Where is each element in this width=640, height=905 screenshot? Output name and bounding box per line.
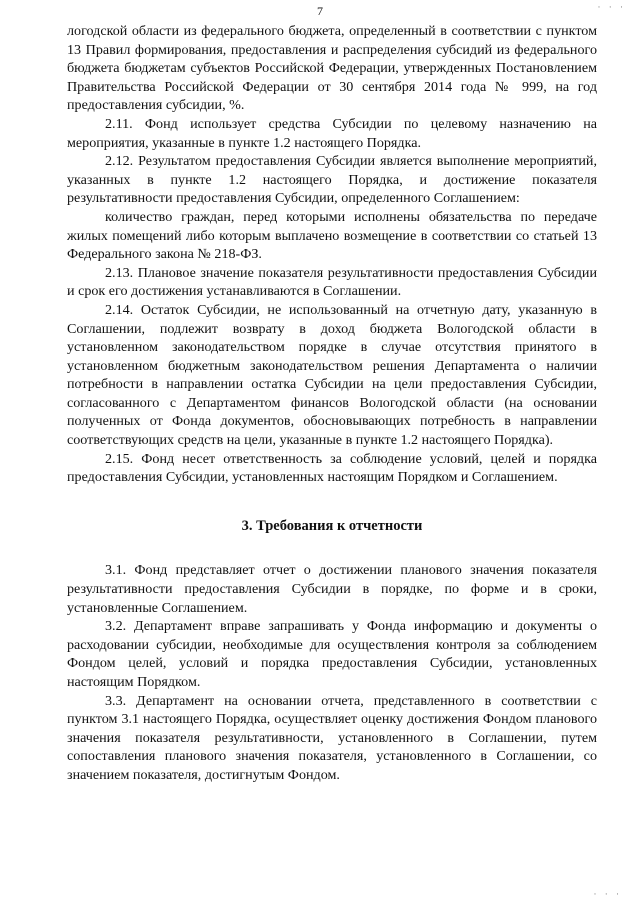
page-number: 7 bbox=[317, 4, 323, 18]
paragraph-2-15: 2.15. Фонд несет ответственность за соблюдение условий, целей и порядка предоставления Субсидии, установленных настоящим Порядком и Соглашением. bbox=[67, 450, 597, 486]
paragraph-2-12: 2.12. Результатом предоставления Субсидии является выполнение мероприятий, указанных в пункте 1.2 настоящего Порядка, и достижение показателя результативности предоставления Субсидии, определенного Соглашением: bbox=[67, 153, 597, 207]
paragraph-2-13: 2.13. Плановое значение показателя результативности предоставления Субсидии и срок его достижения устанавливаются в Соглашении. bbox=[67, 264, 597, 300]
document-body bbox=[67, 22, 597, 785]
scan-mark-top: · · · bbox=[597, 2, 626, 12]
paragraph-3-2: 3.2. Департамент вправе запрашивать у Фонда информацию и документы о расходовании субсидии, необходимые для осуществления контроля за соблюдением Фондом целей, условий и порядка предоставления Субсидии, установленных настоящим Порядком. bbox=[67, 618, 597, 690]
paragraph-3-3: 3.3. Департамент на основании отчета, представленного в соответствии с пунктом 3.1 настоящего Порядка, осуществляет оценку достижения Фондом планового значения показателя результативности, установленного в Соглашении, путем сопоставления планового значения показателя, установленного в Соглашении, со значением показателя, достигнутым Фондом. bbox=[67, 692, 597, 783]
paragraph-3-1: 3.1. Фонд представляет отчет о достижении планового значения показателя результативности предоставления Субсидии в порядке, по форме и в сроки, установленные Соглашением. bbox=[67, 562, 597, 616]
paragraph-2-12-indicator: количество граждан, перед которыми исполнены обязательства по передаче жилых помещений либо которым выплачено возмещение в соответствии со статьей 13 Федерального закона № 218-ФЗ. bbox=[67, 208, 597, 263]
paragraph-continuation: логодской области из федерального бюджета, определенный в соответствии с пунктом 13 Правил формирования, предоставления и распределения субсидий из федерального бюджета бюджетам субъектов Российской Федерации, утвержденных Постановлением Правительства Российской Федерации от 30 сентября 2014 года № 999, на год предоставления субсидии, %. bbox=[67, 23, 597, 114]
paragraph-2-14: 2.14. Остаток Субсидии, не использованный на отчетную дату, указанную в Соглашении, подлежит возврату в доход бюджета Вологодской области в установленном законодательством порядке в случае отсутствия принятого в установленном бюджетным законодательством решения Департамента о наличии потребности в направлении остатка Субсидии на цели предоставления Субсидии, согласованного с Департаментом финансов Вологодской области (на основании полученных от Фонда документов, обосновывающих потребность в направлении соответствующих средств на цели, указанные в пункте 1.2 настоящего Порядка). bbox=[67, 301, 597, 449]
paragraph-2-11: 2.11. Фонд использует средства Субсидии по целевому назначению на мероприятия, указанные в пункте 1.2 настоящего Порядка. bbox=[67, 115, 597, 151]
scan-mark-bottom: · · · bbox=[593, 889, 622, 899]
section-3-heading: 3. Требования к отчетности bbox=[241, 517, 423, 534]
